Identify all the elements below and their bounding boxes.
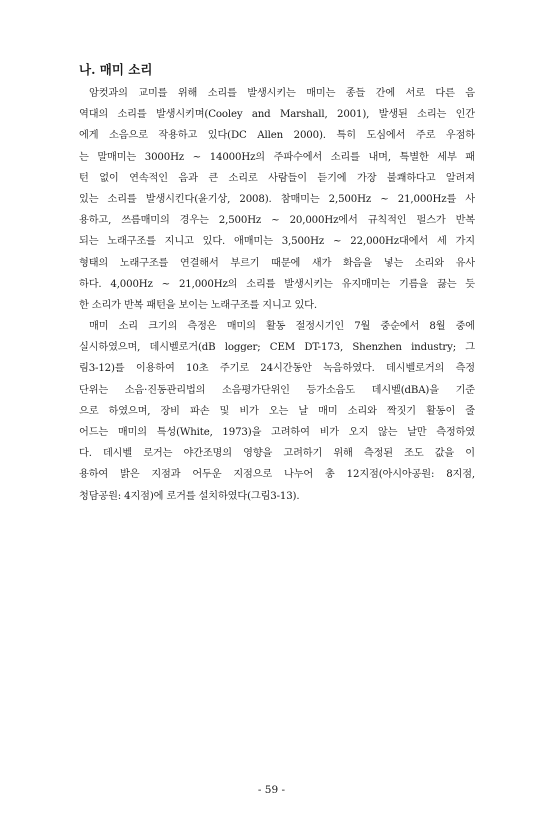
paragraph-line: 에게 소음으로 작용하고 있다(DC Allen 2000). 특히 도심에서 주로 우점하 [79,130,475,142]
paragraph-line: 실시하였으며, 데시벨로거(dB logger; CEM DT-173, Shenzhen industry; 그 [79,342,475,354]
paragraph-line: 다. 데시벨 로거는 야간조명의 영향을 고려하기 위해 측정된 조도 값을 이 [79,448,475,460]
paragraph-line: 턴 없이 연속적인 음과 큰 소리로 사람들이 듣기에 가장 불쾌하다고 알려져 [79,172,475,184]
paragraph-line: 어드는 매미의 특성(White, 1973)을 고려하여 비가 오지 않는 날만 측정하였 [79,426,475,438]
paragraph-line: 한 소리가 반복 패턴을 보이는 노래구조를 지니고 있다. [79,299,317,311]
paragraph-line: 되는 노래구조를 지니고 있다. 애매미는 3,500Hz ~ 22,000Hz대에서 세 가지 [79,236,475,248]
paragraph-line: 하다. 4,000Hz ~ 21,000Hz의 소리를 발생시키는 유지매미는 기름을 끓는 듯 [79,278,475,290]
paragraph-line: 용하고, 쓰름매미의 경우는 2,500Hz ~ 20,000Hz에서 규칙적인 펄스가 반복 [79,215,475,227]
paragraph-line: 암컷과의 교미를 위해 소리를 발생시키는 매미는 종들 간에 서로 다른 음 [89,88,475,99]
paragraph-line: 단위는 소음·진동관리법의 소음평가단위인 등가소음도 데시벨(dBA)을 기준 [79,384,475,396]
paragraph-line: 있는 소리를 발생시킨다(윤기상, 2008). 참매미는 2,500Hz ~ 21,000Hz를 사 [79,193,475,205]
paragraph-line: 역대의 소리를 발생시키며(Cooley and Marshall, 2001), 발생된 소리는 인간 [79,109,475,121]
paragraph-line: 림3-12)를 이용하여 10초 주기로 24시간동안 녹음하였다. 데시벨로거의 측정 [79,363,475,375]
paragraph-line: 으로 하였으며, 장비 파손 및 비가 오는 날 매미 소리와 짝짓기 활동이 줄 [79,405,475,417]
paragraph-line: 형태의 노래구조를 연결해서 부르기 때문에 새가 화음을 넣는 소리와 유사 [79,257,475,269]
section-heading: 나. 매미 소리 [79,62,153,77]
paragraph-line: 매미 소리 크기의 측정은 매미의 활동 절정시기인 7월 중순에서 8월 중에 [89,321,475,332]
paragraph-line: 청담공원: 4지점)에 로거를 설치하였다(그림3-13). [79,490,300,502]
paragraph-line: 는 말매미는 3000Hz ~ 14000Hz의 주파수에서 소리를 내며, 특별한 세부 패 [79,151,475,163]
page-number: - 59 - [257,784,286,796]
paragraph-measurement-method [79,316,475,507]
paragraph-line: 용하여 밝은 지점과 어두운 지점으로 나누어 총 12지점(아시아공원: 8지점, [79,469,475,481]
paragraph-cicada-song-frequencies [79,83,475,316]
